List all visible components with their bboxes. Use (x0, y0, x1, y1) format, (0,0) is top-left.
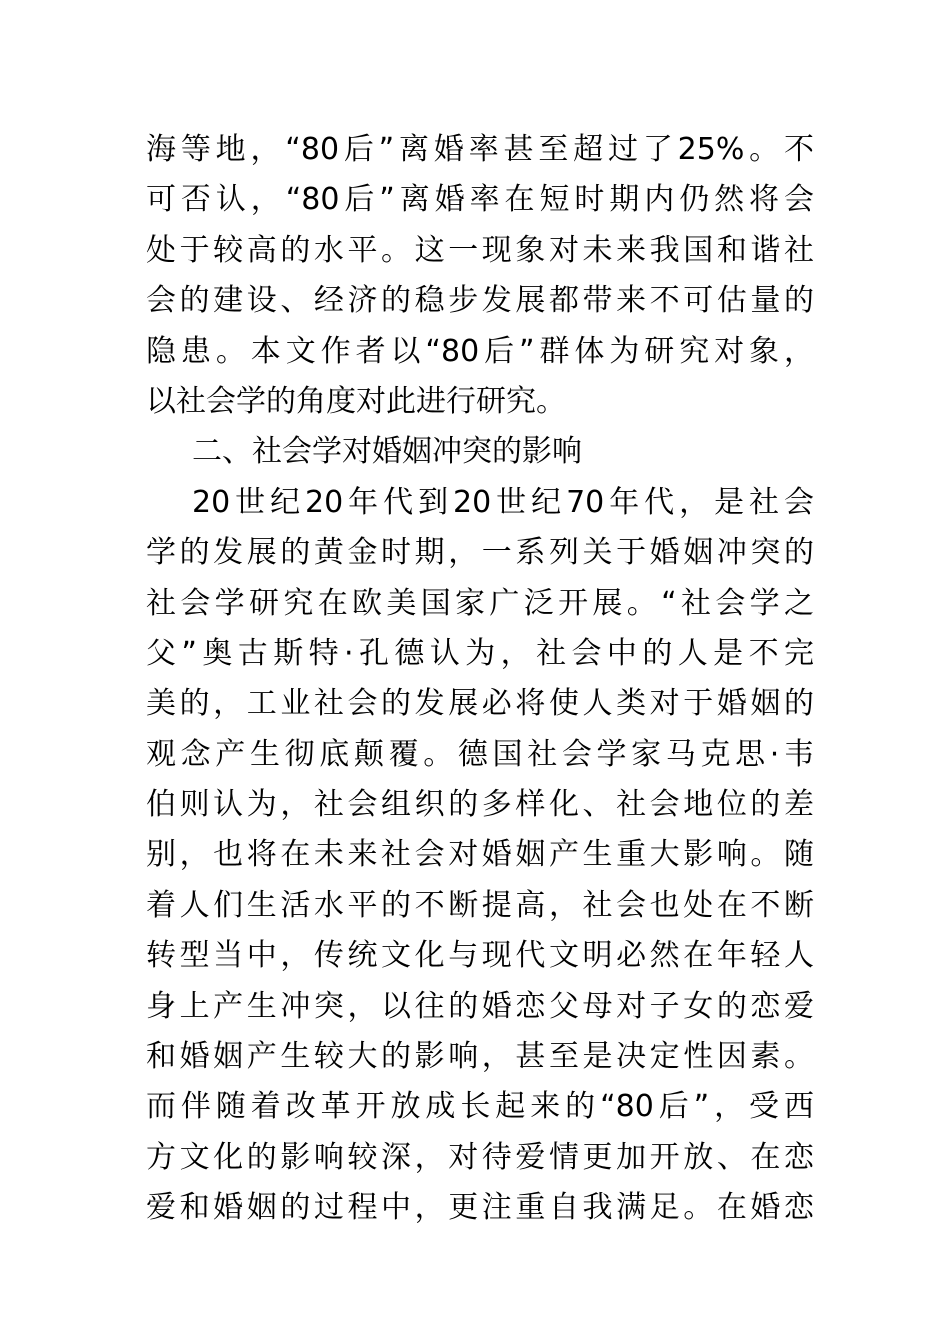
section-heading: 二、社会学对婚姻冲突的影响 (192, 434, 582, 470)
text-line: 爱和婚姻的过程中，更注重自我满足。在婚恋 (146, 1190, 814, 1226)
text-line: 而伴随着改革开放成长起来的“80后”，受西 (146, 1089, 814, 1125)
text-line: 父”奥古斯特·孔德认为，社会中的人是不完 (146, 635, 814, 671)
text-line: 20世纪20年代到20世纪70年代，是社会 (192, 484, 814, 520)
text-line: 和婚姻产生较大的影响，甚至是决定性因素。 (146, 1039, 814, 1075)
text-line: 海等地，“80后”离婚率甚至超过了25%。不 (146, 132, 814, 167)
text-line: 可否认，“80后”离婚率在短时期内仍然将会 (146, 182, 814, 218)
text-line: 美的，工业社会的发展必将使人类对于婚姻的 (146, 686, 814, 722)
document-body (146, 125, 814, 1234)
text-line: 伯则认为，社会组织的多样化、社会地位的差 (146, 787, 814, 823)
text-line: 身上产生冲突，以往的婚恋父母对子女的恋爱 (146, 988, 814, 1024)
text-line: 会的建设、经济的稳步发展都带来不可估量的 (146, 283, 814, 319)
text-line: 社会学研究在欧美国家广泛开展。“社会学之 (146, 585, 814, 621)
text-line: 观念产生彻底颠覆。德国社会学家马克思·韦 (146, 736, 814, 772)
text-line: 别，也将在未来社会对婚姻产生重大影响。随 (146, 837, 814, 873)
text-line: 隐患。本文作者以“80后”群体为研究对象， (146, 333, 814, 369)
text-line: 着人们生活水平的不断提高，社会也处在不断 (146, 887, 814, 923)
text-line: 转型当中，传统文化与现代文明必然在年轻人 (146, 938, 814, 974)
text-line: 以社会学的角度对此进行研究。 (146, 383, 566, 419)
text-line: 学的发展的黄金时期，一系列关于婚姻冲突的 (146, 535, 814, 571)
text-line: 处于较高的水平。这一现象对未来我国和谐社 (146, 232, 814, 268)
text-line: 方文化的影响较深，对待爱情更加开放、在恋 (146, 1139, 814, 1175)
